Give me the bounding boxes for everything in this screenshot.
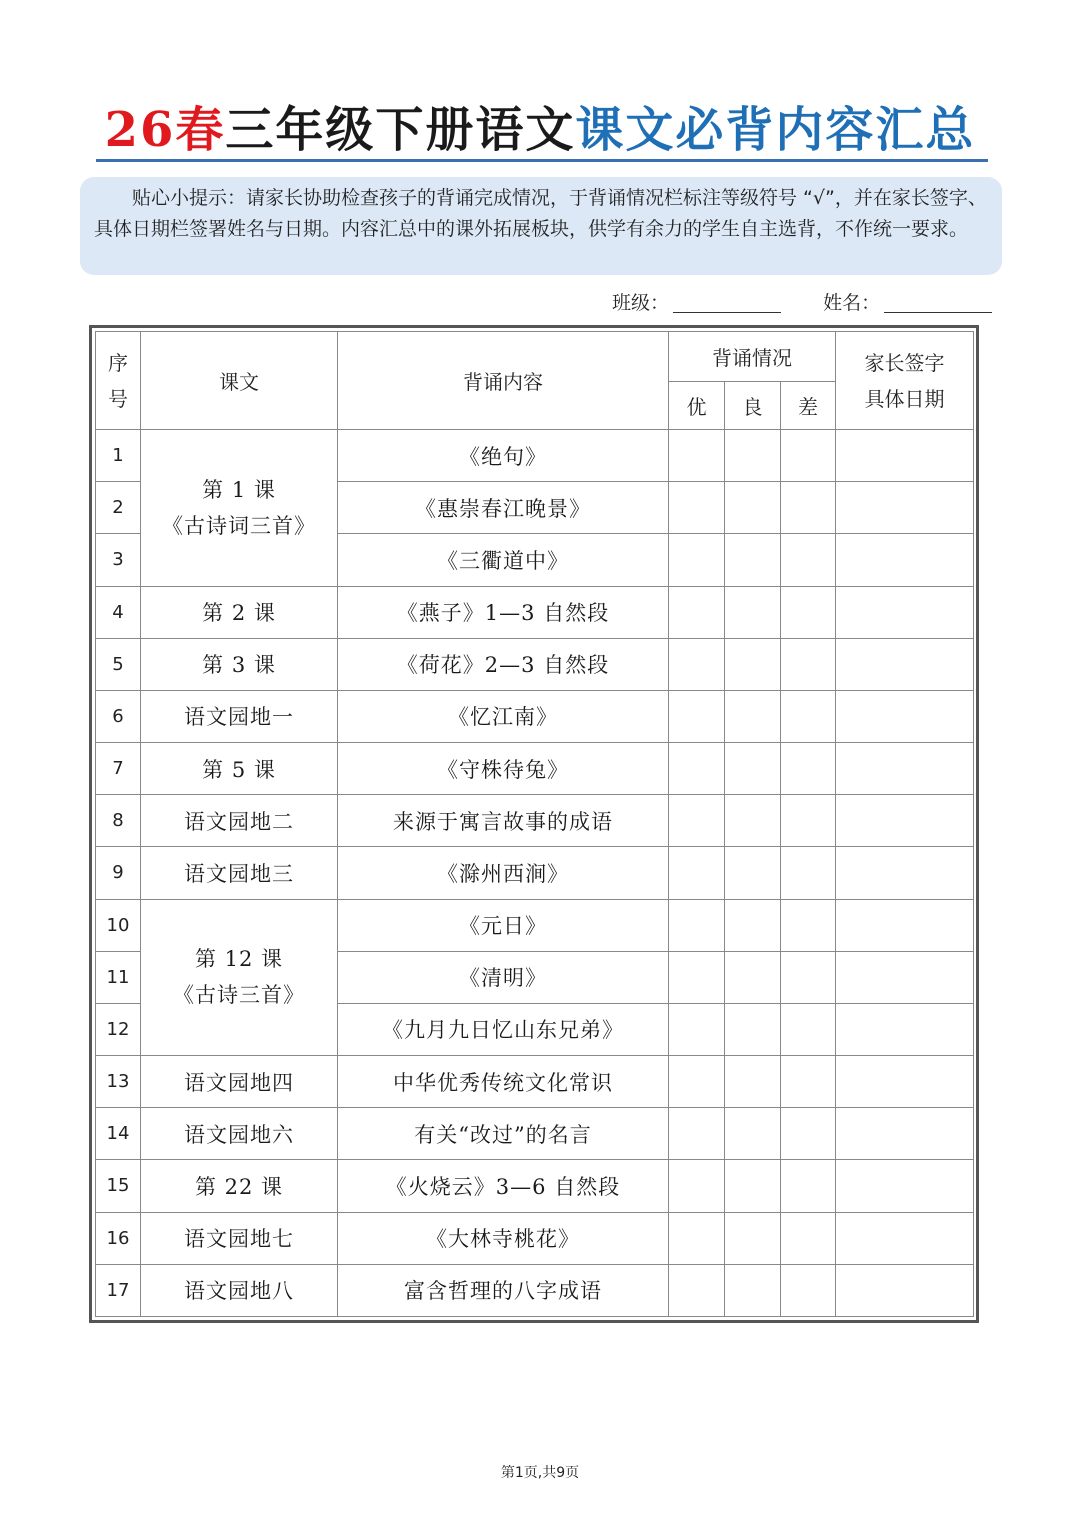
lesson-cell: 语文园地六	[141, 1108, 338, 1160]
good-check-cell[interactable]	[669, 1160, 725, 1212]
content-cell: 《忆江南》	[338, 690, 669, 742]
good-check-cell[interactable]	[669, 1212, 725, 1264]
fair-check-cell[interactable]	[725, 1212, 781, 1264]
poor-check-cell[interactable]	[781, 899, 836, 951]
header-content: 背诵内容	[338, 332, 669, 430]
content-cell: 富含哲理的八字成语	[338, 1264, 669, 1316]
good-check-cell[interactable]	[669, 795, 725, 847]
poor-check-cell[interactable]	[781, 638, 836, 690]
fair-check-cell[interactable]	[725, 1264, 781, 1316]
sign-cell[interactable]	[836, 1003, 974, 1055]
table-row	[96, 690, 974, 742]
good-check-cell[interactable]	[669, 1264, 725, 1316]
good-check-cell[interactable]	[669, 847, 725, 899]
page-number: 第1页,共9页	[500, 1465, 580, 1481]
content-cell: 《清明》	[338, 951, 669, 1003]
table-row	[96, 899, 974, 951]
fair-check-cell[interactable]	[725, 586, 781, 638]
poor-check-cell[interactable]	[781, 1212, 836, 1264]
good-check-cell[interactable]	[669, 586, 725, 638]
table-row	[96, 586, 974, 638]
content-cell: 《火烧云》3—6 自然段	[338, 1160, 669, 1212]
fair-check-cell[interactable]	[725, 899, 781, 951]
sign-cell[interactable]	[836, 430, 974, 482]
fair-check-cell[interactable]	[725, 1003, 781, 1055]
table-row	[96, 430, 974, 482]
tip-text: 贴心小提示：请家长协助检查孩子的背诵完成情况，于背诵情况栏标注等级符号 “√”，并在家长签字、具体日期栏签署姓名与日期。内容汇总中的课外拓展板块，供学有余力的学生自主选背，不作统一要求。	[94, 187, 987, 240]
poor-check-cell[interactable]	[781, 1160, 836, 1212]
lesson-cell: 语文园地三	[141, 847, 338, 899]
table-row	[96, 1160, 974, 1212]
page-title	[0, 100, 1080, 160]
sign-cell[interactable]	[836, 586, 974, 638]
good-check-cell[interactable]	[669, 951, 725, 1003]
lesson-cell: 语文园地一	[141, 690, 338, 742]
title-year: 26春	[104, 102, 226, 158]
lesson-cell: 语文园地八	[141, 1264, 338, 1316]
poor-check-cell[interactable]	[781, 847, 836, 899]
sign-cell[interactable]	[836, 482, 974, 534]
sign-cell[interactable]	[836, 690, 974, 742]
poor-check-cell[interactable]	[781, 430, 836, 482]
good-check-cell[interactable]	[669, 482, 725, 534]
header-fair: 良	[725, 382, 781, 430]
good-check-cell[interactable]	[669, 899, 725, 951]
header-status: 背诵情况	[669, 332, 836, 382]
lesson-cell: 第 22 课	[141, 1160, 338, 1212]
sign-cell[interactable]	[836, 534, 974, 586]
student-fields	[612, 288, 992, 315]
row-number: 15	[96, 1160, 141, 1212]
class-label: 班级：	[612, 292, 670, 314]
row-number: 16	[96, 1212, 141, 1264]
poor-check-cell[interactable]	[781, 795, 836, 847]
sign-cell[interactable]	[836, 1108, 974, 1160]
sign-cell[interactable]	[836, 743, 974, 795]
lesson-cell: 语文园地二	[141, 795, 338, 847]
good-check-cell[interactable]	[669, 534, 725, 586]
table-row	[96, 1108, 974, 1160]
good-check-cell[interactable]	[669, 430, 725, 482]
fair-check-cell[interactable]	[725, 482, 781, 534]
row-number: 4	[96, 586, 141, 638]
sign-cell[interactable]	[836, 847, 974, 899]
good-check-cell[interactable]	[669, 690, 725, 742]
table-row	[96, 743, 974, 795]
content-cell: 《荷花》2—3 自然段	[338, 638, 669, 690]
content-cell: 《九月九日忆山东兄弟》	[338, 1003, 669, 1055]
row-number: 6	[96, 690, 141, 742]
lesson-cell: 第 1 课 《古诗词三首》	[141, 430, 338, 587]
fair-check-cell[interactable]	[725, 1108, 781, 1160]
row-number: 12	[96, 1003, 141, 1055]
header-seq: 序 号	[96, 332, 141, 430]
good-check-cell[interactable]	[669, 1056, 725, 1108]
title-grade: 三年级下册语文	[225, 102, 576, 158]
content-cell: 中华优秀传统文化常识	[338, 1056, 669, 1108]
table-row	[96, 1056, 974, 1108]
fair-check-cell[interactable]	[725, 743, 781, 795]
fair-check-cell[interactable]	[725, 534, 781, 586]
row-number: 17	[96, 1264, 141, 1316]
table-row	[96, 847, 974, 899]
sign-cell[interactable]	[836, 1264, 974, 1316]
content-cell: 《滁州西涧》	[338, 847, 669, 899]
content-cell: 《元日》	[338, 899, 669, 951]
lesson-cell: 第 3 课	[141, 638, 338, 690]
header-sign: 家长签字 具体日期	[836, 332, 974, 430]
content-cell: 来源于寓言故事的成语	[338, 795, 669, 847]
poor-check-cell[interactable]	[781, 1264, 836, 1316]
poor-check-cell[interactable]	[781, 951, 836, 1003]
row-number: 8	[96, 795, 141, 847]
poor-check-cell[interactable]	[781, 482, 836, 534]
row-number: 10	[96, 899, 141, 951]
fair-check-cell[interactable]	[725, 1056, 781, 1108]
lesson-cell: 语文园地四	[141, 1056, 338, 1108]
poor-check-cell[interactable]	[781, 1003, 836, 1055]
recitation-table	[89, 325, 979, 1323]
content-cell: 《守株待兔》	[338, 743, 669, 795]
row-number: 9	[96, 847, 141, 899]
content-cell: 《燕子》1—3 自然段	[338, 586, 669, 638]
name-label: 姓名：	[823, 292, 881, 314]
fair-check-cell[interactable]	[725, 430, 781, 482]
content-cell: 有关“改过”的名言	[338, 1108, 669, 1160]
poor-check-cell[interactable]	[781, 586, 836, 638]
table-row	[96, 1264, 974, 1316]
content-cell: 《大林寺桃花》	[338, 1212, 669, 1264]
good-check-cell[interactable]	[669, 638, 725, 690]
content-cell: 《绝句》	[338, 430, 669, 482]
poor-check-cell[interactable]	[781, 1056, 836, 1108]
poor-check-cell[interactable]	[781, 1108, 836, 1160]
table-row	[96, 795, 974, 847]
sign-cell[interactable]	[836, 899, 974, 951]
fair-check-cell[interactable]	[725, 847, 781, 899]
content-cell: 《三衢道中》	[338, 534, 669, 586]
class-field[interactable]	[673, 292, 781, 313]
sign-cell[interactable]	[836, 1056, 974, 1108]
fair-check-cell[interactable]	[725, 795, 781, 847]
header-good: 优	[669, 382, 725, 430]
row-number: 13	[96, 1056, 141, 1108]
sign-cell[interactable]	[836, 1212, 974, 1264]
sign-cell[interactable]	[836, 638, 974, 690]
title-subject: 课文必背内容汇总	[575, 102, 976, 158]
table-row	[96, 1212, 974, 1264]
good-check-cell[interactable]	[669, 1003, 725, 1055]
content-cell: 《惠崇春江晚景》	[338, 482, 669, 534]
name-field[interactable]	[884, 292, 992, 313]
poor-check-cell[interactable]	[781, 690, 836, 742]
row-number: 2	[96, 482, 141, 534]
header-lesson: 课文	[141, 332, 338, 430]
lesson-cell: 第 5 课	[141, 743, 338, 795]
row-number: 5	[96, 638, 141, 690]
lesson-cell: 第 2 课	[141, 586, 338, 638]
good-check-cell[interactable]	[669, 1108, 725, 1160]
sign-cell[interactable]	[836, 1160, 974, 1212]
fair-check-cell[interactable]	[725, 1160, 781, 1212]
table-row	[96, 638, 974, 690]
row-number: 7	[96, 743, 141, 795]
good-check-cell[interactable]	[669, 743, 725, 795]
poor-check-cell[interactable]	[781, 534, 836, 586]
fair-check-cell[interactable]	[725, 690, 781, 742]
fair-check-cell[interactable]	[725, 951, 781, 1003]
header-poor: 差	[781, 382, 836, 430]
row-number: 3	[96, 534, 141, 586]
sign-cell[interactable]	[836, 951, 974, 1003]
lesson-cell: 语文园地七	[141, 1212, 338, 1264]
row-number: 11	[96, 951, 141, 1003]
row-number: 14	[96, 1108, 141, 1160]
title-underline	[96, 159, 988, 162]
fair-check-cell[interactable]	[725, 638, 781, 690]
lesson-cell: 第 12 课 《古诗三首》	[141, 899, 338, 1056]
tip-box	[80, 177, 1002, 275]
sign-cell[interactable]	[836, 795, 974, 847]
row-number: 1	[96, 430, 141, 482]
poor-check-cell[interactable]	[781, 743, 836, 795]
